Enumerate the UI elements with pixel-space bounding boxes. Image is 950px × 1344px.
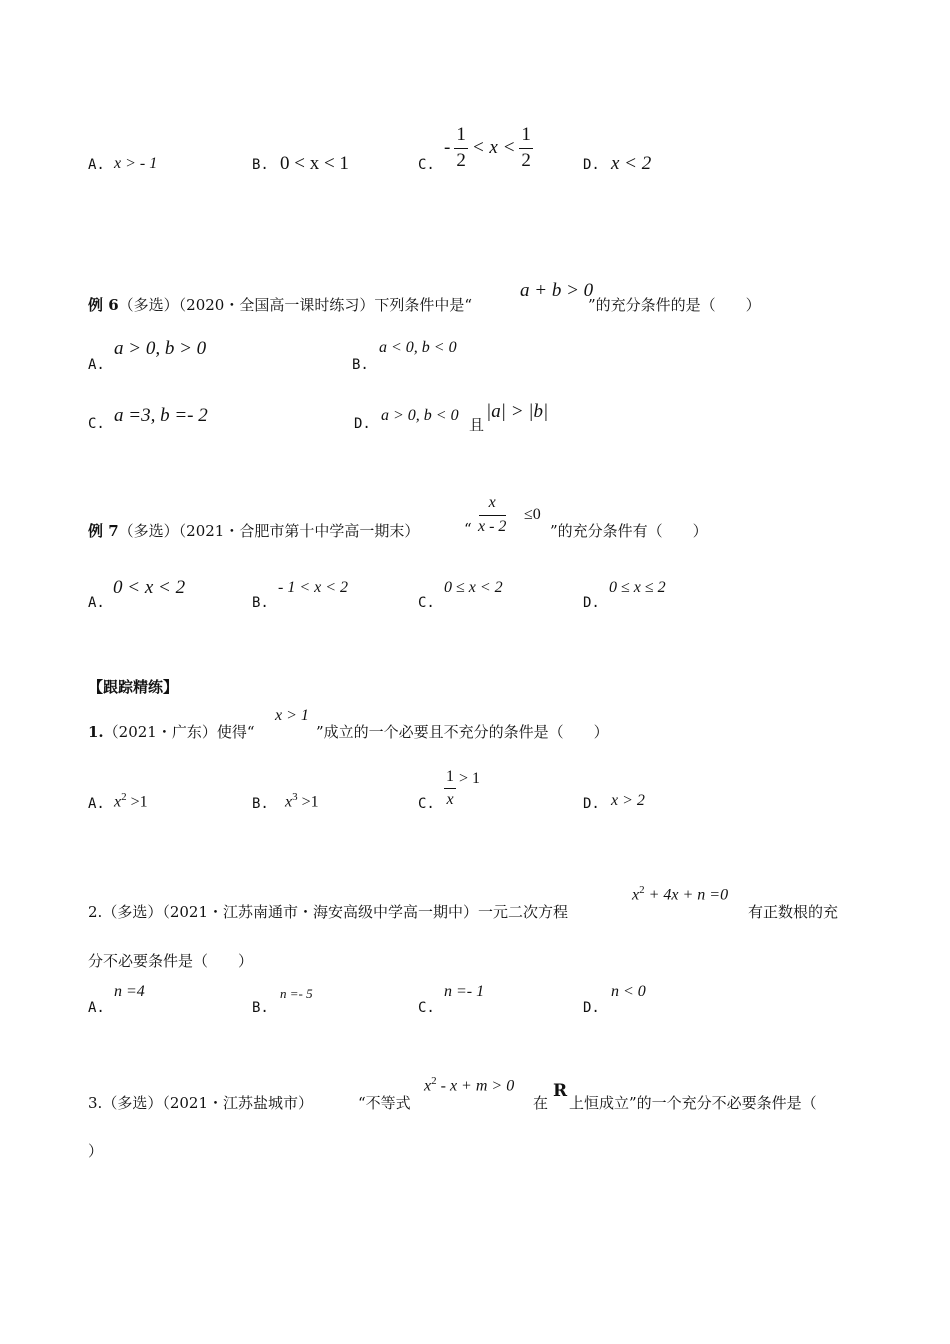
problem-2-stem — [88, 901, 568, 922]
q5-option-b-label: B. — [252, 157, 269, 173]
ex7-option-d-expr: 0 ≤ x ≤ 2 — [609, 579, 666, 596]
p2-option-a-expr: n =4 — [114, 983, 145, 1000]
p2-sup: 2 — [639, 884, 645, 896]
problem-3-inequality — [424, 1075, 514, 1095]
p2-base: x — [632, 886, 640, 904]
p1-a-base: x — [114, 793, 122, 811]
example-7-relation: ≤0 — [524, 506, 541, 523]
p2-eq-rest: + 4x + n =0 — [644, 886, 729, 904]
q5-c-den-1: 2 — [456, 149, 466, 171]
p1-c-num: 1 — [444, 768, 456, 789]
q5-c-den-2: 2 — [521, 149, 531, 171]
p1-c-fraction — [444, 768, 456, 808]
ex7-option-d-label: D. — [583, 595, 600, 611]
p1-option-c-label: C. — [418, 796, 435, 812]
example-6-tail: 的充分条件的是（ ） — [595, 296, 761, 314]
problem-2-equation — [632, 884, 728, 904]
example-7-lquote: “ — [464, 520, 472, 538]
ex7-option-a-label: A. — [88, 595, 105, 611]
example-6-title: 例 6 — [88, 296, 119, 314]
p1-b-rest: >1 — [297, 793, 319, 811]
p2-option-b-expr: n =- 5 — [280, 986, 313, 1001]
ex7-option-c-expr: 0 ≤ x < 2 — [444, 579, 503, 596]
example-6-lquote: “ — [464, 296, 473, 314]
p2-option-a-label: A. — [88, 1000, 105, 1016]
ex7-num: x — [479, 494, 506, 516]
p1-option-b-expr — [285, 791, 319, 811]
q5-option-b-expr: 0 < x < 1 — [280, 153, 349, 174]
q5-option-a-expr: x > - 1 — [114, 155, 158, 172]
q5-c-fraction-1 — [454, 125, 468, 172]
problem-1-number: 1. — [88, 723, 104, 741]
p1-option-d-expr: x > 2 — [611, 792, 645, 809]
ex7-option-c-label: C. — [418, 595, 435, 611]
p3-base: x — [424, 1077, 432, 1095]
p1-option-d-label: D. — [583, 796, 600, 812]
p1-a-rest: >1 — [126, 793, 148, 811]
problem-1-tag: （2021・广东）使得 — [103, 723, 247, 741]
p2-option-d-label: D. — [583, 1000, 600, 1016]
example-6-tail-wrap — [588, 294, 761, 315]
ex6-option-c-expr: a =3, b =- 2 — [114, 405, 208, 426]
p1-a-sup: 2 — [121, 791, 127, 803]
ex6-option-b-label: B. — [352, 357, 369, 373]
ex7-option-b-expr: - 1 < x < 2 — [278, 579, 349, 596]
example-7-tail: 的充分条件有（ ） — [557, 522, 708, 540]
problem-2-number: 2. — [88, 903, 103, 921]
example-7-fraction — [478, 494, 506, 535]
q5-c-num-1: 1 — [454, 125, 468, 149]
p1-option-a-label: A. — [88, 796, 105, 812]
section-title: 【跟踪精练】 — [88, 678, 179, 696]
q5-option-d-label: D. — [583, 157, 600, 173]
p1-c-rest: > 1 — [459, 770, 481, 788]
q5-c-sign: - — [444, 137, 451, 159]
example-6-tag: （多选）（2020・全国高一课时练习）下列条件中是 — [118, 296, 465, 314]
example-7-tail-wrap — [550, 520, 708, 541]
ex7-frac — [478, 494, 506, 535]
p2-option-b-label: B. — [252, 1000, 269, 1016]
problem-1-rquote: ” — [316, 723, 324, 741]
q5-option-c-label: C. — [418, 157, 435, 173]
problem-1-tail-wrap — [316, 721, 609, 742]
example-7-rquote: ” — [550, 522, 558, 540]
p3-sup: 2 — [431, 1075, 437, 1087]
ex6-option-b-expr: a < 0, b < 0 — [379, 339, 457, 356]
example-6-stem — [88, 294, 472, 315]
ex6-option-d-and: 且 — [469, 416, 485, 434]
q5-option-a-label: A. — [88, 157, 105, 173]
p2-option-d-expr: n < 0 — [611, 983, 646, 1000]
p1-b-sup: 3 — [292, 791, 298, 803]
problem-3-stem — [88, 1092, 313, 1113]
ex6-option-d-expr: a > 0, b < 0 — [381, 407, 459, 424]
problem-1-stem — [88, 721, 255, 742]
problem-3-tag: （多选）（2021・江苏盐城市） — [102, 1094, 313, 1112]
example-7-title: 例 7 — [88, 522, 119, 540]
ex6-option-c-label: C. — [88, 416, 105, 432]
p1-b-base: x — [285, 793, 293, 811]
p3-ineq-rest: - x + m > 0 — [436, 1077, 515, 1095]
q5-option-d-expr: x < 2 — [611, 153, 652, 174]
problem-3-pre: “不等式 — [358, 1094, 411, 1112]
p1-option-b-label: B. — [252, 796, 269, 812]
example-7-tag: （多选）（2021・合肥市第十中学高一期末） — [118, 522, 420, 540]
ex7-option-a-expr: 0 < x < 2 — [113, 577, 186, 598]
q5-c-num-2: 1 — [519, 125, 533, 149]
problem-2-tail: 有正数根的充 — [748, 903, 839, 921]
q5-c-mid: < x < — [471, 137, 516, 159]
ex7-den: x - 2 — [478, 517, 507, 535]
ex6-option-d-label: D. — [354, 416, 371, 432]
problem-1-condition: x > 1 — [275, 707, 309, 724]
problem-3-mid: 在 — [533, 1094, 549, 1112]
p1-c-den: x — [446, 790, 454, 808]
ex6-option-a-label: A. — [88, 357, 105, 373]
q5-c-fraction-2 — [519, 125, 533, 172]
problem-2-line2: 分不必要条件是（ ） — [88, 952, 254, 970]
problem-3-set-r: R — [553, 1081, 568, 1101]
example-6-condition: a + b > 0 — [520, 280, 594, 301]
ex6-option-d-abs: |a| > |b| — [486, 401, 549, 422]
problem-3-line2: ） — [88, 1142, 104, 1160]
example-7-stem — [88, 520, 419, 541]
p1-option-c-expr — [444, 768, 480, 808]
problem-1-tail: 成立的一个必要且不充分的条件是（ ） — [323, 723, 609, 741]
ex7-option-b-label: B. — [252, 595, 269, 611]
problem-1-lquote: “ — [246, 723, 255, 741]
p2-option-c-label: C. — [418, 1000, 435, 1016]
problem-3-number: 3. — [88, 1094, 103, 1112]
problem-2-tag: （多选）（2021・江苏南通市・海安高级中学高一期中）一元二次方程 — [102, 903, 568, 921]
p1-option-a-expr — [114, 791, 148, 811]
ex6-option-a-expr: a > 0, b > 0 — [114, 338, 207, 359]
example-6-rquote: ” — [588, 296, 596, 314]
q5-option-c-expr — [444, 125, 533, 172]
p2-option-c-expr: n =- 1 — [444, 983, 485, 1000]
problem-3-tail: 上恒成立”的一个充分不必要条件是（ — [569, 1094, 817, 1112]
